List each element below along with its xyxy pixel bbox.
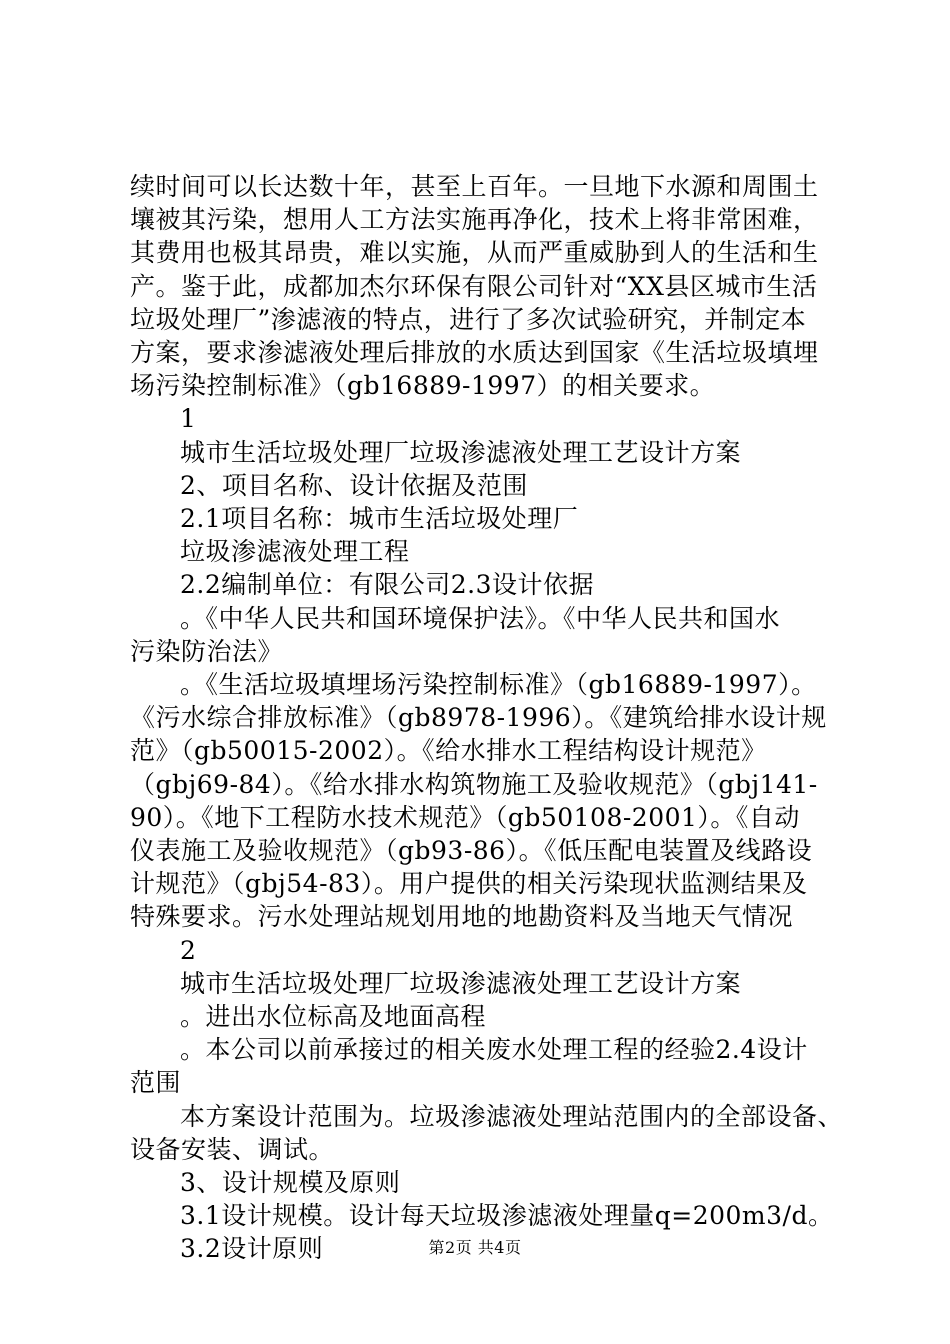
text-line: 计规范》（gbj54-83）。用户提供的相关污染现状监测结果及 [130,869,808,899]
text-line: 《污水综合排放标准》（gb8978-1996）。《建筑给排水设计规 [130,703,827,733]
text-line: 。《中华人民共和国环境保护法》。《中华人民共和国水 [180,603,781,633]
text-line: 垃圾渗滤液处理工程 [180,537,410,567]
text-line: 产。鉴于此，成都加杰尔环保有限公司针对“XX县区城市生活 [130,271,818,301]
text-line: 本方案设计范围为。垃圾渗滤液处理站范围内的全部设备、 [180,1101,844,1131]
text-line: 场污染控制标准》（gb16889-1997）的相关要求。 [130,371,716,401]
text-line: 仪表施工及验收规范》（gb93-86）。《低压配电装置及线路设 [130,836,813,865]
text-line: 特殊要求。污水处理站规划用地的地勘资料及当地天气情况 [130,902,794,932]
text-line: （gbj69-84）。《给水排水构筑物施工及验收规范》（gbj141- [130,769,818,799]
text-line: 2.2编制单位：有限公司2.3设计依据 [180,570,595,600]
page-footer: 第2页 共4页 [428,1238,522,1257]
text-line: 范》（gb50015-2002）。《给水排水工程结构设计规范》 [130,736,767,766]
text-line: 90）。《地下工程防水技术规范》（gb50108-2001）。《自动 [130,802,800,832]
running-header: 城市生活垃圾处理厂垃圾渗滤液处理工艺设计方案 [180,437,742,467]
text-line: 其费用也极其昂贵，难以实施，从而严重威胁到人的生活和生 [130,238,819,268]
section-heading: 2、项目名称、设计依据及范围 [180,470,528,500]
page-number-marker: 1 [180,404,197,434]
text-line: 续时间可以长达数十年，甚至上百年。一旦地下水源和周围土 [130,172,819,201]
text-line: 垃圾处理厂”渗滤液的特点，进行了多次试验研究，并制定本 [130,304,807,334]
text-line: 污染防治法》 [130,636,284,666]
text-line: 方案，要求渗滤液处理后排放的水质达到国家《生活垃圾填埋 [130,338,819,367]
running-header: 城市生活垃圾处理厂垃圾渗滤液处理工艺设计方案 [180,968,742,998]
text-line: 3.1设计规模。设计每天垃圾渗滤液处理量q=200m3/d。 [180,1201,834,1231]
text-line: 。进出水位标高及地面高程 [180,1002,487,1031]
text-line: 壤被其污染，想用人工方法实施再净化，技术上将非常困难， [130,205,819,235]
text-line: 。本公司以前承接过的相关废水处理工程的经验2.4设计 [180,1035,808,1065]
text-line: 3.2设计原则 [180,1234,324,1264]
text-line: 范围 [130,1068,182,1098]
page-number-marker: 2 [180,935,197,965]
section-heading: 3、设计规模及原则 [180,1168,401,1197]
text-line: 2.1项目名称：城市生活垃圾处理厂 [180,504,579,533]
text-line: 。《生活垃圾填埋场污染控制标准》（gb16889-1997）。 [180,670,817,699]
text-line: 设备安装、调试。 [130,1134,335,1164]
